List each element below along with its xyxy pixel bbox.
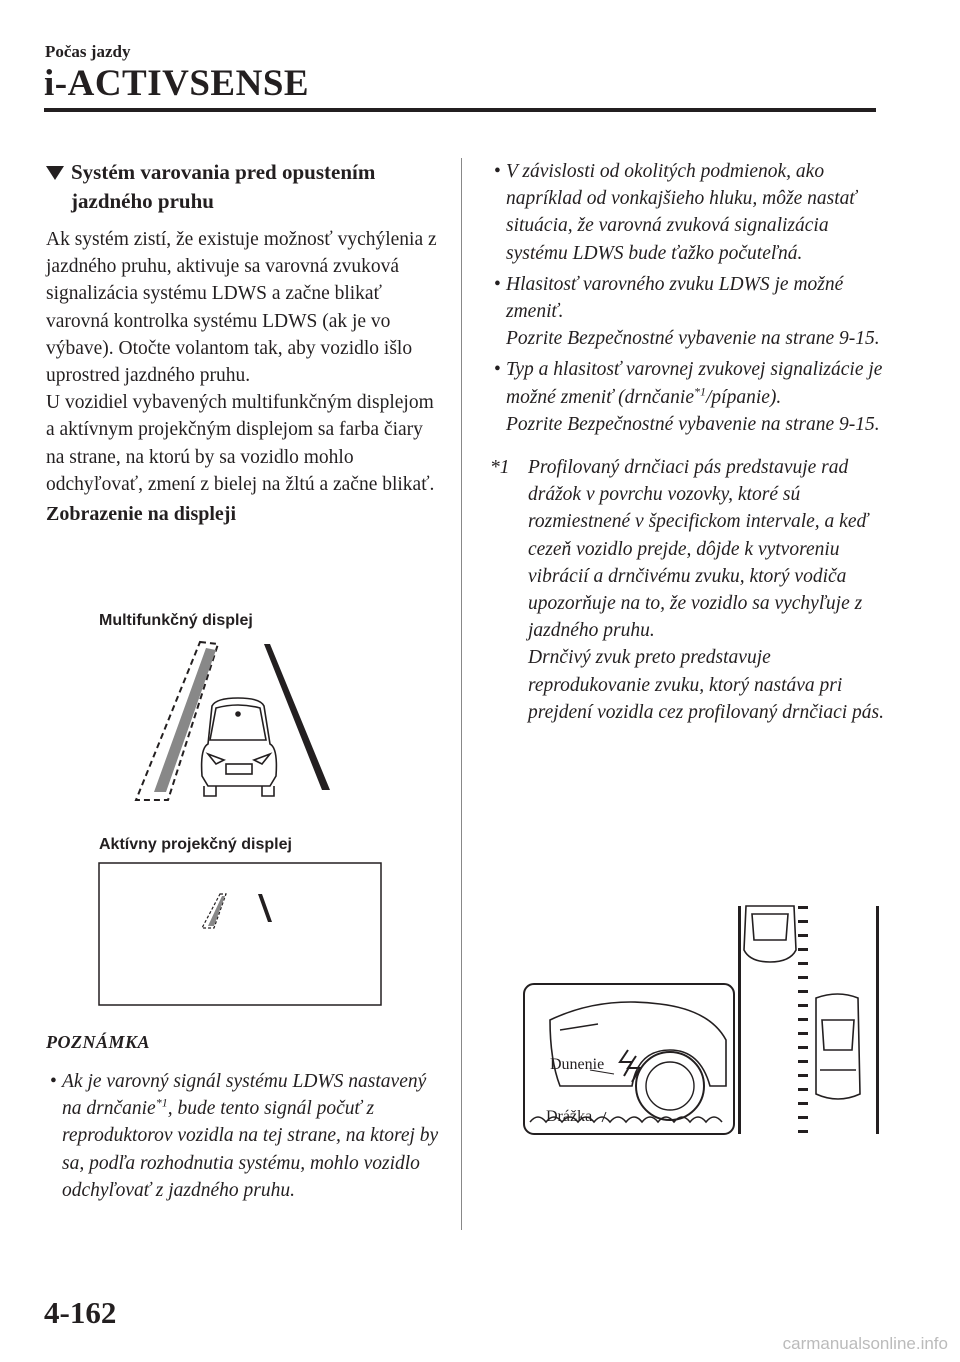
note-bullet-1-text: Ak je varovný signál systému LDWS nastavený na drnčanie [62, 1071, 427, 1120]
footnote [490, 454, 890, 726]
chapter-title: i-ACTIVSENSE [44, 63, 310, 104]
watermark: carmanualsonline.info [782, 1334, 948, 1353]
triangle-bullet-icon [46, 166, 64, 180]
footnote-mark: *1 [490, 457, 510, 479]
note-bullet-2-text: V závislosti od okolitých podmienok, ako napríklad od vonkajšieho hluku, môže nastať situácia, že varovná zvuková signalizácia systému LDWS bude ťažko počuteľná. [506, 161, 857, 264]
footnote-ref: *1 [693, 384, 706, 399]
right-column [490, 158, 890, 726]
paragraph-2: U vozidiel vybavených multifunkčným displejom a aktívnym projekčným displejom sa farba čiary na strane, na ktorú by sa vozidlo mohlo odchyľovať, zmení z bielej na žltú a začne blikať. [46, 392, 435, 495]
note-bullet-2 [490, 158, 890, 267]
bullet-dot: • [50, 1071, 57, 1092]
note-bullet-1 [46, 1068, 446, 1204]
note-bullet-3-reference: Pozrite Bezpečnostné vybavenie na strane 9-15. [506, 328, 880, 350]
section-title-line1: Systém varovania pred opustením [71, 160, 376, 184]
lane-line-right [876, 906, 879, 1134]
section-header: Počas jazdy [45, 42, 131, 61]
left-column [46, 158, 446, 528]
rumble-label: Dunenie [550, 1056, 605, 1073]
note-bullet-4-text-end: /pípanie). [705, 386, 782, 408]
hud-frame [99, 863, 381, 1005]
multifunction-display-label: Multifunkčný displej [99, 612, 253, 629]
section-title-line2: jazdného pruhu [71, 189, 214, 213]
note-bullet-3 [490, 271, 890, 353]
groove-label: Drážka [546, 1108, 593, 1125]
rumble-strip-figure [520, 900, 890, 1140]
bullet-dot: • [494, 359, 501, 381]
rumble-strip-marks [798, 906, 808, 1133]
column-divider [461, 158, 462, 1230]
footnote-text-2: Drnčivý zvuk preto predstavuje reprodukovanie zvuku, ktorý nastáva pri prejdení vozidla cez profilovaný drnčiaci pás. [528, 647, 884, 723]
section-title [46, 158, 446, 216]
multifunction-display-figure [120, 636, 350, 808]
hud-display-label: Aktívny projekčný displej [99, 836, 292, 853]
hud-display-figure [98, 862, 382, 1006]
footnote-ref: *1 [155, 1095, 168, 1110]
page-number: 4-162 [44, 1295, 117, 1330]
car-rear-icon [202, 698, 277, 796]
note-bullet-3-text: Hlasitosť varovného zvuku LDWS je možné zmeniť. [506, 273, 844, 323]
note-bullet-4-text: Typ a hlasitosť varovnej zvukovej signalizácie je možné zmeniť (drnčanie [506, 359, 883, 408]
note-bullets-left [46, 1068, 446, 1208]
footnote-text-1: Profilovaný drnčiaci pás predstavuje rad drážok v povrchu vozovky, ktoré sú rozmiestnené v špecifickom intervale, a keď cezeň vozidlo prejde, dôjde k vytvoreniu vibrácií a drnčivému zvuku, ktorý vodiča upozorňuje na to, že vozidlo sa vychyľuje z jazdného pruhu. [528, 457, 869, 642]
note-title: POZNÁMKA [46, 1032, 151, 1052]
note-bullet-4 [490, 356, 890, 438]
header-rule [44, 108, 876, 112]
note-bullet-4-reference: Pozrite Bezpečnostné vybavenie na strane 9-15. [506, 413, 880, 435]
car-top-ahead-icon [744, 906, 796, 962]
display-subheading: Zobrazenie na displeji [46, 503, 237, 526]
note-bullet-1-text-end: , bude tento signál počuť z reproduktorov vozidla na tej strane, na ktorej by sa, podľa rozhodnutia systému, mohlo vozidlo odchyľovať z jazdného pruhu. [62, 1098, 439, 1201]
car-top-drifting-icon [816, 994, 860, 1099]
paragraph-1: Ak systém zistí, že existuje možnosť vychýlenia z jazdného pruhu, aktivuje sa varovná zvuková signalizácia systému LDWS a začne blikať varovná kontrolka systému LDWS (ak je vo výbave). Otočte volantom tak, aby vozidlo išlo uprostred jazdného pruhu. [46, 229, 437, 387]
bullet-dot: • [494, 161, 501, 182]
bullet-dot: • [494, 273, 501, 295]
lane-line-left [738, 906, 741, 1134]
